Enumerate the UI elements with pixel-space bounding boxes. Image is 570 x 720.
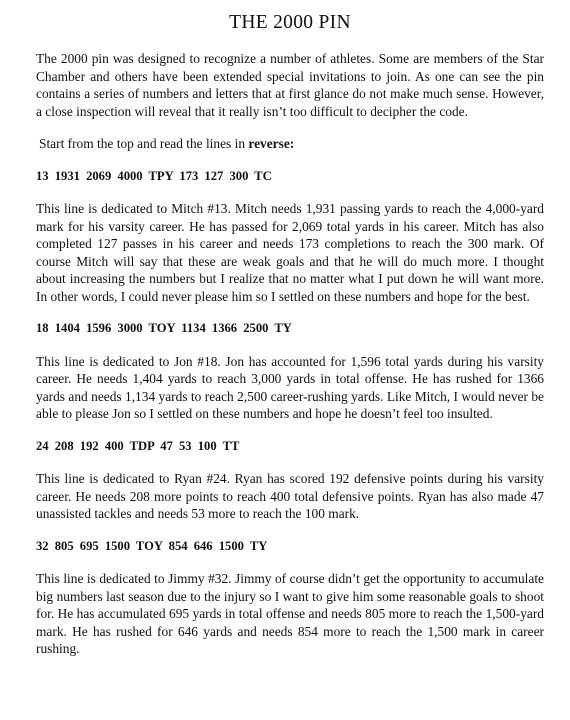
instruction-text: Start from the top and read the lines in: [39, 136, 249, 151]
intro-paragraph: The 2000 pin was designed to recognize a number of athletes. Some are members of the Star Chamber and others have been extended special invitations to join. As one can see the pin contains a series of numbers and letters that at first glance do not make much sense. However, a close inspection will reveal that it really isn’t too difficult to decipher the code.: [36, 51, 544, 119]
explanation-jon: This line is dedicated to Jon #18. Jon has accounted for 1,596 total yards during his varsity career. He needs 1,404 yards to reach 3,000 yards in total offense. He has rushed for 1366 yards and needs 1,134 yards to reach 2,500 career-rushing yards. Like Mitch, I would never be able to please Jon so I settled on these numbers and hope he doesn’t feel too insulted.: [36, 353, 544, 421]
reading-instruction: [39, 135, 544, 153]
code-line-jimmy: 32 805 695 1500 TOY 854 646 1500 TY: [36, 538, 268, 553]
code-line-ryan: 24 208 192 400 TDP 47 53 100 TT: [36, 438, 240, 453]
explanation-mitch: This line is dedicated to Mitch #13. Mitch needs 1,931 passing yards to reach the 4,000-yard mark for his varsity career. He has passed for 2,069 total yards in his career. Mitch has also completed 127 passes in his career and needs 173 completions to reach the 300 mark. Of course Mitch will say that these are weak goals and that he will do much more. I thought about increasing the numbers but I realize that no matter what I put down he will want more. In other words, I could never please him so I settled on these numbers and hope for the best.: [36, 201, 544, 304]
page-title: THE 2000 PIN: [229, 12, 351, 33]
code-line-jon: 18 1404 1596 3000 TOY 1134 1366 2500 TY: [36, 321, 292, 335]
document-page: [36, 10, 544, 673]
explanation-jimmy: This line is dedicated to Jimmy #32. Jimmy of course didn’t get the opportunity to accumulate big numbers last season due to the injury so I want to give him some reasonable goals to shoot for. He has accumulated 695 yards in total offense and needs 805 more to reach the 1,500-yard mark. He has rushed for 646 yards and needs 854 more to reach the 1,500 mark in career rushing.: [36, 571, 544, 656]
instruction-emphasis: reverse:: [248, 136, 295, 151]
code-line-mitch: 13 1931 2069 4000 TPY 173 127 300 TC: [36, 168, 272, 183]
explanation-ryan: This line is dedicated to Ryan #24. Ryan has scored 192 defensive points during his varsity career. He needs 208 more points to reach 400 total defensive points. Ryan has also made 47 unassisted tackles and needs 53 more to reach the 100 mark.: [36, 471, 544, 521]
